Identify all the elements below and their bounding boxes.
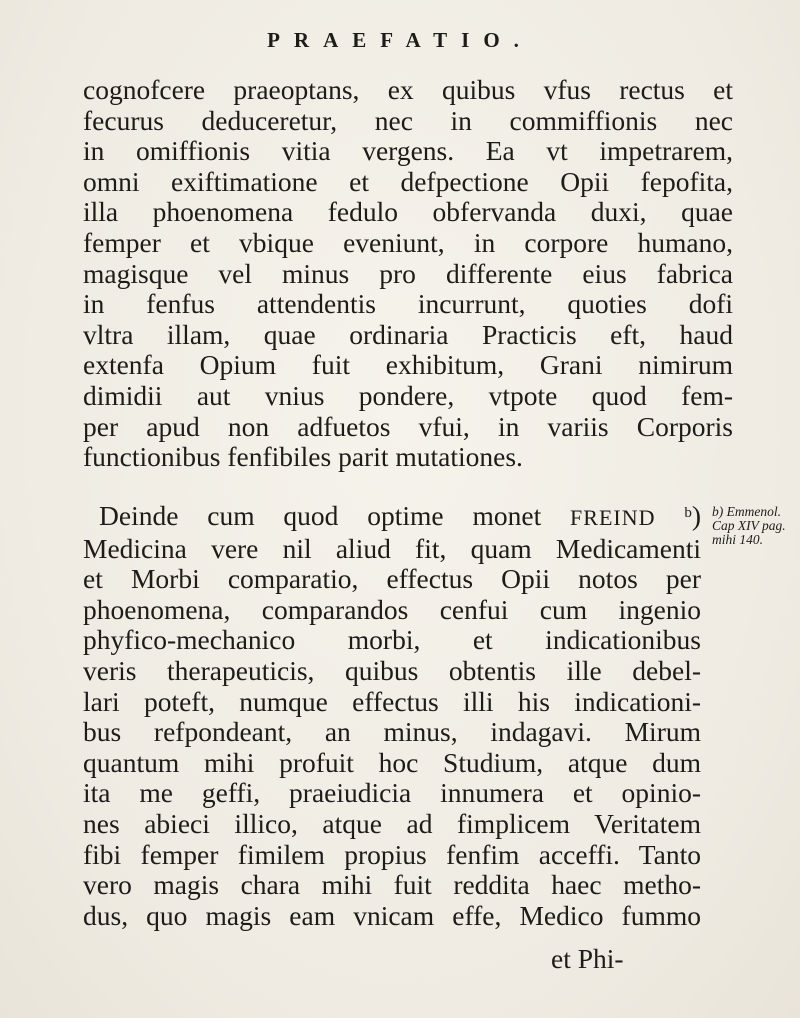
catchword: et Phi- — [551, 943, 624, 974]
text-line: omni exiftimatione et defpectione Opii fepofita, — [83, 165, 733, 197]
text-line: Medicina vere nil aliud fit, quam Medicamenti — [83, 532, 701, 564]
text-line: functionibus fenfibiles parit mutationes. — [83, 441, 523, 473]
text-line: fecurus deduceretur, nec in commiffionis nec — [83, 104, 733, 136]
text-line: lari poteft, numque effectus illi his indicationi- — [83, 685, 701, 717]
margin-note-line: Cap XIV pag. — [712, 518, 786, 533]
text-line: phoenomena, comparandos cenfui cum ingenio — [83, 593, 701, 625]
text-line: femper et vbique eveniunt, in corpore humano, — [83, 226, 733, 258]
text-line: veris therapeuticis, quibus obtentis ille debel- — [83, 654, 701, 686]
text-line: illa phoenomena fedulo obfervanda duxi, quae — [83, 196, 733, 228]
margin-note-line: mihi 140. — [712, 532, 764, 547]
text-line — [83, 498, 701, 534]
author-name: FREIND — [570, 505, 656, 530]
running-header: PRAEFATIO. — [267, 28, 533, 52]
text-line: per apud non adfuetos vfui, in variis Corporis — [83, 410, 733, 442]
margin-note — [712, 505, 800, 547]
text-line: dimidii aut vnius pondere, vtpote quod fem- — [83, 379, 733, 411]
text-line: magisque vel minus pro differente eius fabrica — [83, 257, 733, 289]
text-line: vltra illam, quae ordinaria Practicis eft, haud — [83, 318, 733, 350]
text-line: et Morbi comparatio, effectus Opii notos per — [83, 563, 701, 595]
text-line: vero magis chara mihi fuit reddita haec metho- — [83, 869, 701, 901]
paragraph-2 — [83, 498, 701, 931]
text-line: dus, quo magis eam vnicam effe, Medico fummo — [83, 899, 701, 931]
text-line: extenfa Opium fuit exhibitum, Grani nimirum — [83, 349, 733, 381]
text-line: in omiffionis vitia vergens. Ea vt impetrarem, — [83, 135, 733, 167]
footnote-reference: b — [684, 505, 692, 521]
text-segment: ) — [691, 500, 702, 531]
text-line: quantum mihi profuit hoc Studium, atque dum — [83, 746, 701, 778]
text-line: in fenfus attendentis incurrunt, quoties dofi — [83, 288, 733, 320]
text-line: bus refpondeant, an minus, indagavi. Mirum — [83, 716, 701, 748]
text-line: phyfico-mechanico morbi, et indicationibus — [83, 624, 701, 656]
text-line: nes abieci illico, atque ad fimplicem Veritatem — [83, 807, 701, 839]
margin-note-line: b) Emmenol. — [712, 504, 781, 519]
text-line: cognofcere praeoptans, ex quibus vfus rectus et — [83, 74, 733, 105]
text-line: fibi femper fimilem propius fenfim acceffi. Tanto — [83, 838, 701, 870]
text-line: ita me geffi, praeiudicia innumera et opinio- — [83, 777, 701, 809]
text-segment: Deinde cum quod optime monet — [99, 500, 571, 531]
paragraph-1 — [83, 75, 733, 473]
